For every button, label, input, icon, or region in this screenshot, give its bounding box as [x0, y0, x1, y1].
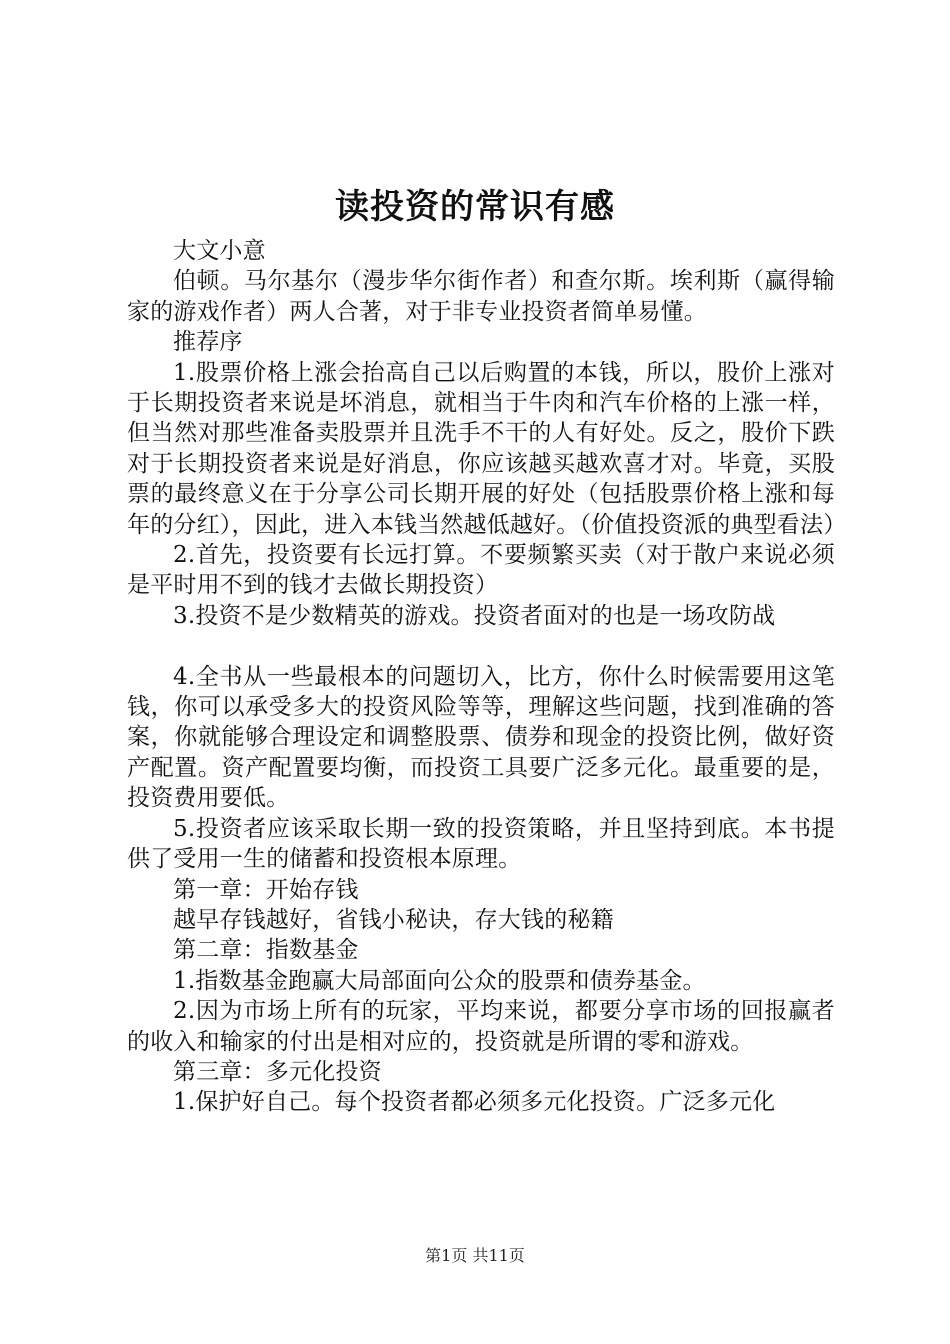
chapter-heading: 第一章：开始存钱 [173, 876, 359, 903]
paragraph: 3.投资不是少数精英的游戏。投资者面对的也是一场攻防战 [173, 602, 776, 629]
paragraph: 4.全书从一些最根本的问题切入，比方，你什么时候需要用这笔钱，你可以承受多大的投资风险等等，理解这些问题，找到准确的答案，你就能够合理设定和调整股票、债券和现金的投资比例，做好资产配置。资产配置要均衡，而投资工具要广泛多元化。最重要的是，投资费用要低。 [127, 663, 835, 812]
page-footer: 第1页 共11页 [425, 1246, 525, 1265]
paragraph: 2.因为市场上所有的玩家，平均来说，都要分享市场的回报赢者的收入和输家的付出是相对应的，投资就是所谓的零和游戏。 [127, 998, 835, 1055]
paragraph: 伯顿。马尔基尔（漫步华尔街作者）和查尔斯。埃利斯（赢得输家的游戏作者）两人合著，对于非专业投资者简单易懂。 [127, 268, 835, 325]
chapter-heading: 第二章：指数基金 [173, 937, 359, 964]
chapter-heading: 第三章：多元化投资 [173, 1058, 382, 1085]
paragraph: 2.首先，投资要有长远打算。不要频繁买卖（对于散户来说必须是平时用不到的钱才去做长期投资） [127, 542, 835, 599]
document-body [127, 236, 847, 1118]
document-title: 读投资的常识有感 [335, 187, 615, 227]
paragraph: 大文小意 [173, 238, 266, 264]
paragraph: 1.保护好自己。每个投资者都必须多元化投资。广泛多元化 [173, 1089, 776, 1116]
paragraph: 5.投资者应该采取长期一致的投资策略，并且坚持到底。本书提供了受用一生的储蓄和投资根本原理。 [127, 815, 835, 873]
paragraph: 1.股票价格上涨会抬高自己以后购置的本钱，所以，股价上涨对于长期投资者来说是坏消息，就相当于牛肉和汽车价格的上涨一样，但当然对那些准备卖股票并且洗手不干的人有好处。反之，股价下跌对于长期投资者来说是好消息，你应该越买越欢喜才对。毕竟，买股票的最终意义在于分享公司长期开展的好处（包括股票价格上涨和每年的分红），因此，进入本钱当然越低越好。（价值投资派的典型看法） [127, 359, 847, 538]
paragraph: 越早存钱越好，省钱小秘诀，存大钱的秘籍 [173, 906, 614, 933]
paragraph: 推荐序 [173, 329, 243, 356]
paragraph: 1.指数基金跑赢大局部面向公众的股票和债券基金。 [173, 967, 706, 994]
